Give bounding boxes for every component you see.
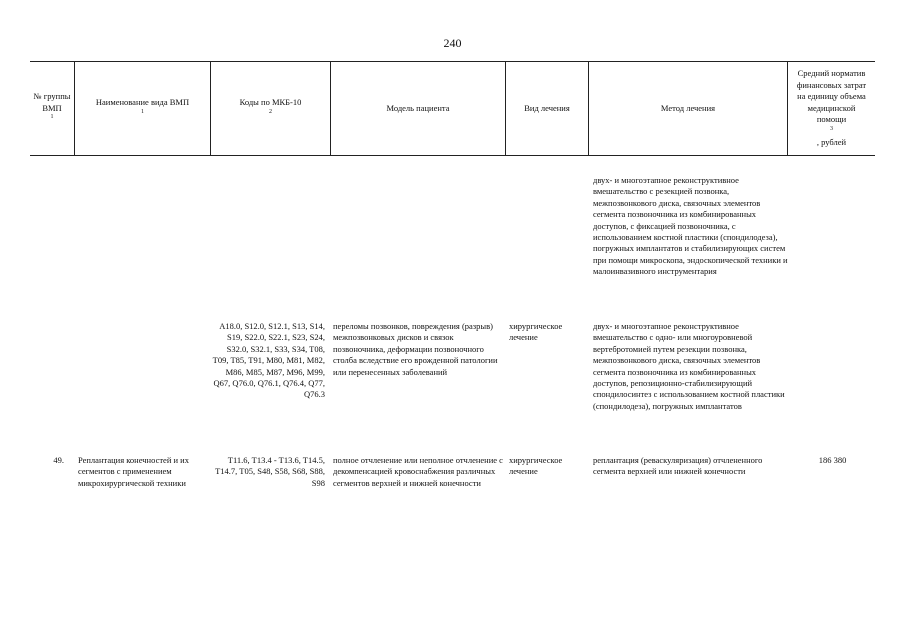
header-vmp-name: Наименование вида ВМП $^1$ <box>95 97 190 115</box>
cell-icd-codes: T11.6, T13.4 - T13.6, T14.5, T14.7, T05, S48, S58, S68, S88, S98 <box>215 455 325 488</box>
cell-patient-model: переломы позвонков, повреждения (разрыв) межпозвонковых дисков и связок позвоночника, деформации позвоночного столба вследствие его врожденной патологии или перенесенных заболеваний <box>333 321 498 377</box>
header-group-number: № группы ВМП $^1$ <box>33 91 71 121</box>
cell-icd-codes: A18.0, S12.0, S12.1, S13, S14, S19, S22.0, S22.1, S23, S24, S32.0, S32.1, S33, S34, T08, T09, T85, T91, M80, M81, M82, M86, M85, M87, M96, M99, Q67, Q76.0, Q76.1, Q76.4, Q77, Q76.3 <box>212 321 325 400</box>
cell-vmp-name: Реплантация конечностей и их сегментов с применением микрохирургической техники <box>78 455 189 488</box>
header-patient-model: Модель пациента <box>386 102 450 113</box>
cell-avg-cost: 186 380 <box>818 455 847 465</box>
cell-treatment-type: хирургическое лечение <box>509 455 563 477</box>
cell-patient-model: полное отчленение или неполное отчленение с декомпенсацией кровоснабжения различных сегментов верхней и нижней конечности <box>333 455 503 488</box>
page-number: 240 <box>443 36 462 50</box>
header-treatment-type: Вид лечения <box>524 102 570 113</box>
header-treatment-method: Метод лечения <box>660 102 716 113</box>
table-header-rule <box>30 155 875 156</box>
header-avg-cost: Средний норматив финансовых затрат на единицу объема медицинской помощи $^3$ , рублей <box>796 68 867 148</box>
cell-method: двух- и многоэтапное реконструктивное вмешательство с одно- или многоуровневой вертебротомией путем резекции позвонка, межпозвонкового диска, связочных элементов сегмента позвоночника из комбинированных доступов, репозиционно-стабилизирующий спондилосинтез с использованием костной пластики (спондилодеза), погружных имплантатов <box>593 321 785 411</box>
cell-treatment-type: хирургическое лечение <box>509 321 563 343</box>
cell-method: двух- и многоэтапное реконструктивное вмешательство с резекцией позвонка, межпозвонкового диска, связочных элементов сегмента позвоночника из комбинированных доступов, с фиксацией позвоночника, с использованием костной пластики (спондилодеза), погружных имплантатов и стабилизирующих систем при помощи микроскопа, эндоскопической техники и малоинвазивного инструментария <box>593 175 788 277</box>
cell-method: реплантация (реваскуляризация) отчлененного сегмента верхней или нижней конечности <box>593 455 763 477</box>
cell-group-number: 49. <box>53 455 64 465</box>
header-icd-codes: Коды по МКБ-10 $^2$ <box>239 97 302 115</box>
